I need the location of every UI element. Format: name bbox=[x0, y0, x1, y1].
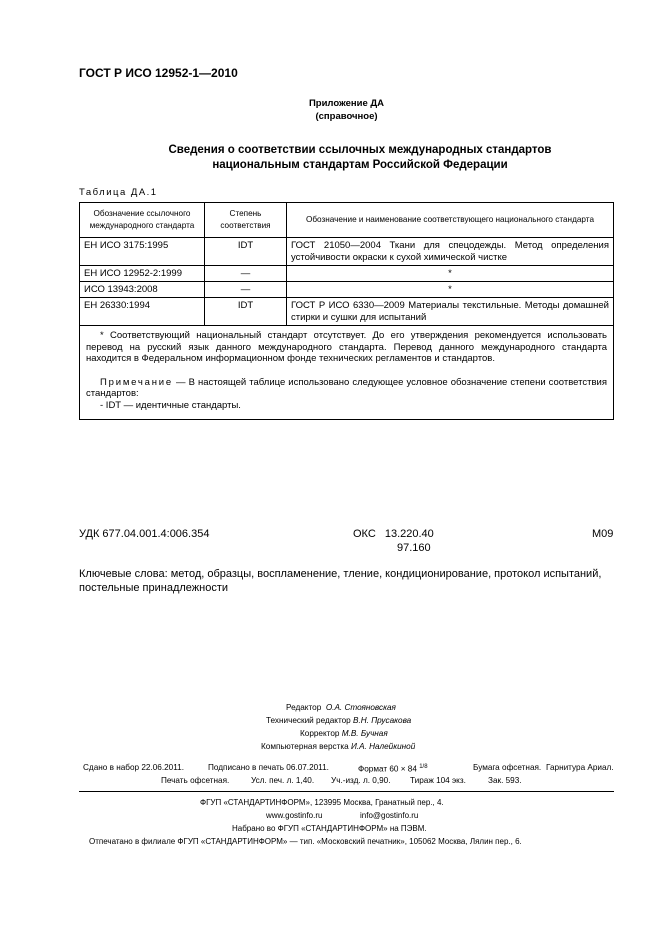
print-info bbox=[0, 761, 661, 791]
note-item: - IDT — идентичные стандарты. bbox=[100, 399, 241, 411]
section-heading bbox=[90, 143, 630, 173]
credit-value: М.В. Бучная bbox=[341, 729, 388, 738]
print-method: Печать офсетная. bbox=[161, 776, 230, 785]
cell-national: * bbox=[287, 282, 614, 298]
print-sign-date: Подписано в печать 06.07.2011. bbox=[208, 763, 329, 772]
oks-label: ОКС bbox=[353, 528, 376, 540]
publisher-address: ФГУП «СТАНДАРТИНФОРМ», 123995 Москва, Гранатный пер., 4. bbox=[200, 798, 444, 807]
print-pub-sheets: Уч.-изд. л. 0,90. bbox=[331, 776, 391, 785]
print-paper: Бумага офсетная. bbox=[473, 763, 542, 772]
cell-degree: IDT bbox=[205, 298, 287, 326]
print-order: Зак. 593. bbox=[488, 776, 522, 785]
credit-layout bbox=[261, 740, 415, 753]
publisher-printed: Отпечатано в филиале ФГУП «СТАНДАРТИНФОРМ» — тип. «Московский печатник», 105062 Москва, Лялин пер., 6. bbox=[89, 837, 522, 846]
cell-degree: — bbox=[205, 282, 287, 298]
credit-value: О.А. Стояновская bbox=[325, 703, 396, 712]
print-set-date: Сдано в набор 22.06.2011. bbox=[83, 763, 185, 772]
table-notes bbox=[80, 326, 614, 420]
appendix-title: Приложение ДА bbox=[308, 98, 385, 109]
cell-degree: — bbox=[205, 266, 287, 282]
note-label: Примечание bbox=[100, 376, 173, 388]
table-caption: Таблица ДА.1 bbox=[79, 187, 158, 198]
table-row bbox=[80, 238, 614, 266]
table-footnote: * Соответствующий национальный стандарт отсутствует. До его утверждения рекомендуется использовать перевод на русский язык данного международного стандарта. Перевод данного международного стандарта находится в Федеральном информационном фонде технических регламентов и стандартов. bbox=[86, 330, 607, 364]
print-sheets: Усл. печ. л. 1,40. bbox=[251, 776, 315, 785]
oks-code-2: 97.160 bbox=[397, 542, 431, 554]
heading-line-2: национальным стандартам Российской Федерации bbox=[212, 159, 508, 171]
column-header-degree: Степень соответствия bbox=[205, 203, 287, 238]
print-font: Гарнитура Ариал. bbox=[546, 763, 614, 772]
document-code: ГОСТ Р ИСО 12952-1—2010 bbox=[79, 66, 238, 80]
udk-code: УДК 677.04.001.4:006.354 bbox=[79, 528, 210, 540]
publisher-typeset: Набрано во ФГУП «СТАНДАРТИНФОРМ» на ПЭВМ. bbox=[232, 824, 427, 833]
correspondence-table bbox=[79, 202, 614, 420]
note-text: — В настоящей таблице использовано следующее условное обозначение степени соответствия стандартов: bbox=[86, 376, 607, 399]
table-row bbox=[80, 282, 614, 298]
credit-label: Корректор bbox=[300, 729, 340, 738]
cell-reference: ИСО 13943:2008 bbox=[80, 282, 205, 298]
table-notes-row bbox=[80, 326, 614, 420]
format-fraction: 1/8 bbox=[419, 764, 428, 770]
oks-code-1: 13.220.40 bbox=[384, 528, 434, 540]
cell-reference: ЕН ИСО 3175:1995 bbox=[80, 238, 205, 266]
table-row bbox=[80, 298, 614, 326]
table-row bbox=[80, 266, 614, 282]
cell-degree: IDT bbox=[205, 238, 287, 266]
column-header-national: Обозначение и наименование соответствующего национального стандарта bbox=[287, 203, 614, 238]
publisher-email: info@gostinfo.ru bbox=[360, 811, 419, 820]
table-note bbox=[86, 377, 607, 400]
classification-code: М09 bbox=[592, 528, 614, 540]
credit-value: И.А. Налейкиной bbox=[350, 742, 416, 751]
credit-editor bbox=[286, 701, 396, 714]
heading-line-1: Сведения о соответствии ссылочных международных стандартов bbox=[168, 144, 552, 156]
credit-label: Технический редактор bbox=[266, 716, 351, 725]
credits-block bbox=[0, 701, 661, 761]
credit-label: Компьютерная верстка bbox=[261, 742, 349, 751]
cell-national: * bbox=[287, 266, 614, 282]
table-header-row bbox=[80, 203, 614, 238]
credit-tech-editor bbox=[266, 714, 411, 727]
print-run: Тираж 104 экз. bbox=[410, 776, 466, 785]
appendix-subtitle: (справочное) bbox=[315, 111, 378, 122]
publisher-site: www.gostinfo.ru bbox=[266, 811, 323, 820]
keywords: Ключевые слова: метод, образцы, воспламенение, тление, кондиционирование, протокол испытаний, постельные принадлежности bbox=[79, 568, 602, 594]
cell-reference: ЕН 26330:1994 bbox=[80, 298, 205, 326]
column-header-reference: Обозначение ссылочного международного стандарта bbox=[80, 203, 205, 238]
cell-national: ГОСТ Р ИСО 6330—2009 Материалы текстильные. Методы домашней стирки и сушки для испытаний bbox=[287, 298, 614, 326]
credit-value: В.Н. Прусакова bbox=[353, 716, 412, 725]
credit-corrector bbox=[300, 727, 388, 740]
publisher-info bbox=[0, 796, 661, 852]
divider bbox=[79, 791, 614, 792]
format-text: Формат 60 × 84 bbox=[358, 764, 417, 774]
oks-block bbox=[353, 528, 434, 540]
cell-national: ГОСТ 21050—2004 Ткани для спецодежды. Метод определения устойчивости окраски к сухой химической чистке bbox=[287, 238, 614, 266]
cell-reference: ЕН ИСО 12952-2:1999 bbox=[80, 266, 205, 282]
credit-label: Редактор bbox=[286, 703, 322, 712]
